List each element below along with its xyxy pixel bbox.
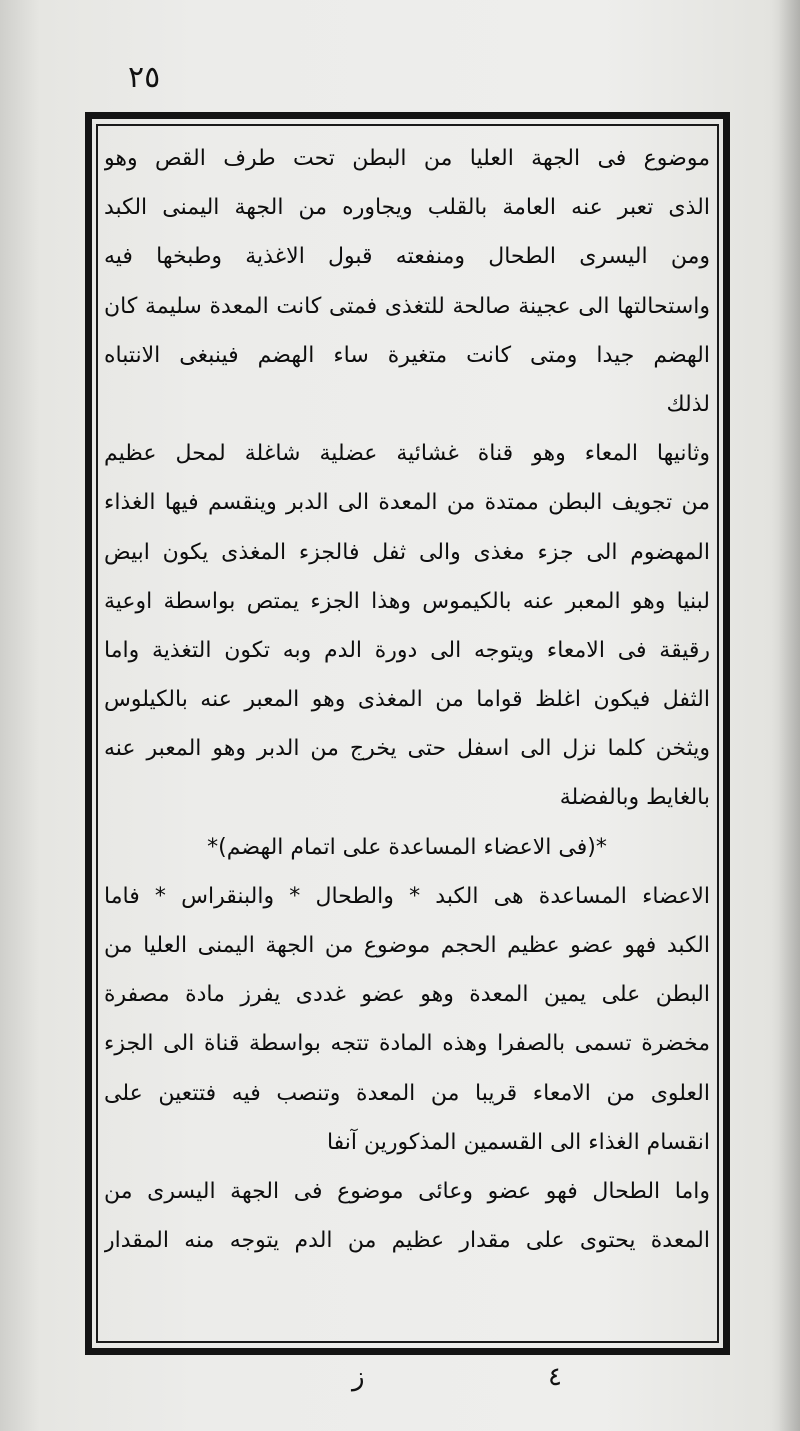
text-line: البطن على يمين المعدة وهو عضو غددى يفرز مادة مصفرة [104,982,710,1008]
text-line: الاعضاء المساعدة هى الكبد * والطحال * والبنقراس * فاما [104,883,710,909]
page-number: ٢٥ [128,60,161,95]
section-heading: *(فى الاعضاء المساعدة على اتمام الهضم)* [207,834,607,860]
text-line: مخضرة تسمى بالصفرا وهذه المادة تتجه بواسطة قناة الى الجزء [104,1031,710,1057]
text-line: موضوع فى الجهة العليا من البطن تحت طرف القص وهو [104,146,710,171]
text-line: واستحالتها الى عجينة صالحة للتغذى فمتى كانت المعدة سليمة كان [104,293,710,319]
text-line: ويثخن كلما نزل الى اسفل حتى يخرج من الدبر وهو المعبر عنه [104,736,710,762]
signature-number: ٤ [548,1362,562,1392]
text-line: رقيقة فى الامعاء ويتوجه الى دورة الدم وبه تكون التغذية واما [104,637,710,663]
text-line: الهضم جيدا ومتى كانت متغيرة ساء الهضم فينبغى الانتباه [104,342,710,368]
text-line: انقسام الغذاء الى القسمين المذكورين آنفا [326,1129,710,1155]
text-line: العلوى من الامعاء قريبا من المعدة وتنصب فيه فتتعين على [104,1080,710,1106]
body-text [104,134,710,1265]
text-line: ومن اليسرى الطحال ومنفعته قبول الاغذية وطبخها فيه [104,244,710,270]
text-line: واما الطحال فهو عضو وعائى موضوع فى الجهة اليسرى من [104,1178,710,1204]
text-line: بالغايط وبالفضلة [559,785,710,811]
text-line: لبنيا وهو المعبر عنه بالكيموس وهذا الجزء يمتص بواسطة اوعية [104,588,710,614]
text-line: المهضوم الى جزء مغذى والى ثفل فالجزء المغذى يكون ابيض [104,539,710,565]
text-line: الثفل فيكون اغلظ قواما من المغذى وهو المعبر عنه بالكيلوس [104,687,710,713]
text-line: الذى تعبر عنه العامة بالقلب ويجاوره من الجهة اليمنى الكبد [104,195,710,221]
text-line: الكبد فهو عضو عظيم الحجم موضوع من الجهة اليمنى العليا من [104,933,710,958]
text-line: وثانيها المعاء وهو قناة غشائية عضلية شاغلة لمحل عظيم [104,441,710,467]
page-edge-shadow [778,0,800,1431]
signature-mark: ز [352,1362,365,1392]
text-line: المعدة يحتوى على مقدار عظيم من الدم يتوجه منه المقدار [104,1228,710,1254]
text-line: لذلك [666,391,710,417]
text-line: من تجويف البطن ممتدة من المعدة الى الدبر وينقسم فيها الغذاء [104,490,710,516]
